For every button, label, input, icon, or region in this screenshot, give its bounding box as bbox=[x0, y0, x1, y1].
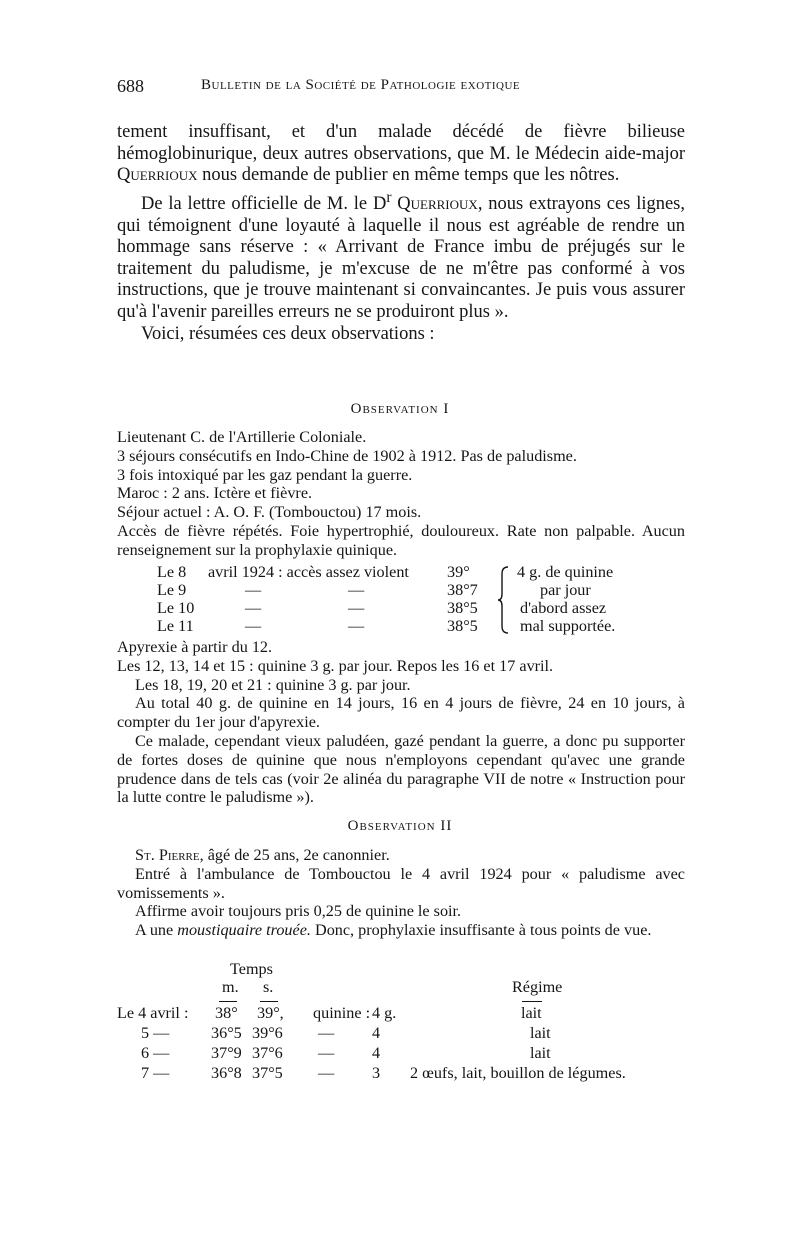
row-quinine: 3 bbox=[372, 1064, 381, 1082]
obs1-line: Séjour actuel : A. O. F. (Tombouctou) 17 mois. bbox=[117, 503, 422, 522]
row-temp-m: 37°9 bbox=[211, 1044, 242, 1062]
obs1-line: Lieutenant C. de l'Artillerie Coloniale. bbox=[117, 428, 367, 446]
obs1-after-line: Les 18, 19, 20 et 21 : quinine 3 g. par jour. bbox=[135, 675, 411, 694]
column-header-regime: Régime bbox=[512, 978, 563, 996]
row-quinine: 4 bbox=[372, 1044, 381, 1062]
row-temp-m: 36°5 bbox=[211, 1024, 242, 1042]
obs2-line: Affirme avoir toujours pris 0,25 de quinine le soir. bbox=[135, 902, 462, 921]
obs1-paragraph: Au total 40 g. de quinine en 14 jours, 16 en 4 jours de fièvre, 24 en 10 jours, à compter du 1er jour d'apyrexie. bbox=[117, 694, 685, 732]
header-rule bbox=[219, 1001, 237, 1002]
fever-temp: 39° bbox=[447, 563, 470, 581]
row-quinine: 4 g. bbox=[372, 1004, 397, 1022]
journal-title: Bulletin de la Société de Pathologie exotique bbox=[201, 77, 521, 93]
observation-1-title: Observation I bbox=[350, 401, 450, 417]
page-number: 688 bbox=[117, 76, 144, 96]
obs1-after-line: Les 12, 13, 14 et 15 : quinine 3 g. par jour. Repos les 16 et 17 avril. bbox=[117, 656, 554, 675]
row-day: 5 — bbox=[141, 1024, 170, 1042]
emphasis: moustiquaire trouée. bbox=[177, 921, 311, 940]
obs1-paragraph: Accès de fièvre répétés. Foie hypertrophié, douloureux. Rate non palpable. Aucun renseignement sur la prophylaxie quinique. bbox=[117, 521, 685, 559]
row-regime: lait bbox=[521, 1004, 542, 1022]
fever-desc: avril 1924 : accès assez violent bbox=[208, 563, 409, 581]
row-regime: 2 œufs, lait, bouillon de légumes. bbox=[410, 1064, 626, 1082]
fever-temp: 38°7 bbox=[447, 581, 478, 599]
row-day: 6 — bbox=[141, 1044, 170, 1062]
obs1-line: 3 séjours consécutifs en Indo-Chine de 1902 à 1912. Pas de paludisme. bbox=[117, 446, 577, 465]
fever-dash: — bbox=[245, 581, 262, 599]
fever-dash: — bbox=[245, 599, 262, 617]
intro-paragraph-1: tement insuffisant, et d'un malade décédé de fièvre bilieuse hémoglobinurique, deux autres observations, que M. le Médecin aide-major Querrioux nous demande de publier en même temps que les nôtres. bbox=[117, 122, 685, 186]
header-rule bbox=[522, 1001, 542, 1002]
brace-note: mal supportée. bbox=[520, 617, 616, 635]
row-temp-s: 37°6 bbox=[252, 1044, 283, 1062]
author-name: Querrioux bbox=[117, 165, 198, 186]
fever-dash: — bbox=[348, 581, 365, 599]
row-temp-s: 39°6 bbox=[252, 1024, 283, 1042]
column-header-temps: Temps bbox=[230, 960, 273, 978]
obs2-line: St. Pierre, âgé de 25 ans, 2e canonnier. bbox=[135, 846, 390, 864]
author-name: Querrioux bbox=[397, 193, 478, 214]
fever-day: Le 8 bbox=[157, 563, 187, 581]
fever-temp: 38°5 bbox=[447, 599, 478, 617]
row-regime: lait bbox=[530, 1044, 551, 1062]
brace-note: 4 g. de quinine bbox=[517, 563, 614, 581]
row-quinine-label: quinine : bbox=[313, 1004, 371, 1022]
column-header-m: m. bbox=[222, 978, 239, 996]
brace-note: d'abord assez bbox=[520, 599, 607, 617]
row-regime: lait bbox=[530, 1024, 551, 1042]
row-day: Le 4 avril : bbox=[117, 1004, 189, 1022]
obs1-line: Maroc : 2 ans. Ictère et fièvre. bbox=[117, 484, 313, 503]
obs1-after-line: Apyrexie à partir du 12. bbox=[117, 638, 273, 656]
obs1-line: 3 fois intoxiqué par les gaz pendant la guerre. bbox=[117, 465, 413, 484]
intro-paragraph-3: Voici, résumées ces deux observations : bbox=[141, 323, 435, 344]
obs2-paragraph: A une moustiquaire trouée. Donc, prophylaxie insuffisante à tous points de vue. bbox=[135, 921, 652, 940]
fever-temp: 38°5 bbox=[447, 617, 478, 635]
intro-paragraph-2: De la lettre officielle de M. le $D^r$ Querrioux, nous extrayons ces lignes, qui témoignent d'une loyauté à laquelle il nous est agréable de rendre un hommage sans réserve : « Arrivant de France imbu de préjugés sur le traitement du paludisme, je m'excuse de ne m'être pas conformé à vos instructions, que je trouve maintenant si convaincantes. Je puis vous assurer qu'à l'avenir pareilles erreurs ne se produiront plus ». bbox=[117, 188, 686, 322]
row-quinine-label: — bbox=[318, 1064, 335, 1082]
row-temp-m: 38° bbox=[215, 1004, 238, 1022]
fever-day: Le 11 bbox=[157, 617, 194, 635]
column-header-s: s. bbox=[263, 978, 274, 996]
obs1-paragraph: Ce malade, cependant vieux paludéen, gazé pendant la guerre, a donc pu supporter de fortes doses de quinine que nous n'employons cependant qu'avec une grande prudence dans de tels cas (voir 2e alinéa du paragraphe VII de notre « Instruction pour la lutte contre le paludisme »). bbox=[117, 731, 685, 807]
fever-day: Le 10 bbox=[157, 599, 195, 617]
row-quinine-label: — bbox=[318, 1024, 335, 1042]
brace-note: par jour bbox=[540, 581, 591, 599]
header-rule bbox=[260, 1001, 278, 1002]
fever-dash: — bbox=[245, 617, 262, 635]
row-temp-s: 39°, bbox=[257, 1004, 284, 1022]
patient-name: St. Pierre bbox=[135, 846, 200, 864]
row-quinine: 4 bbox=[372, 1024, 381, 1042]
fever-dash: — bbox=[348, 617, 365, 635]
row-temp-s: 37°5 bbox=[252, 1064, 283, 1082]
obs2-paragraph: Entré à l'ambulance de Tombouctou le 4 avril 1924 pour « paludisme avec vomissements ». bbox=[117, 864, 685, 902]
row-quinine-label: — bbox=[318, 1044, 335, 1062]
row-day: 7 — bbox=[141, 1064, 170, 1082]
fever-day: Le 9 bbox=[157, 581, 187, 599]
observation-2-title: Observation II bbox=[347, 818, 453, 834]
row-temp-m: 36°8 bbox=[211, 1064, 242, 1082]
fever-dash: — bbox=[348, 599, 365, 617]
